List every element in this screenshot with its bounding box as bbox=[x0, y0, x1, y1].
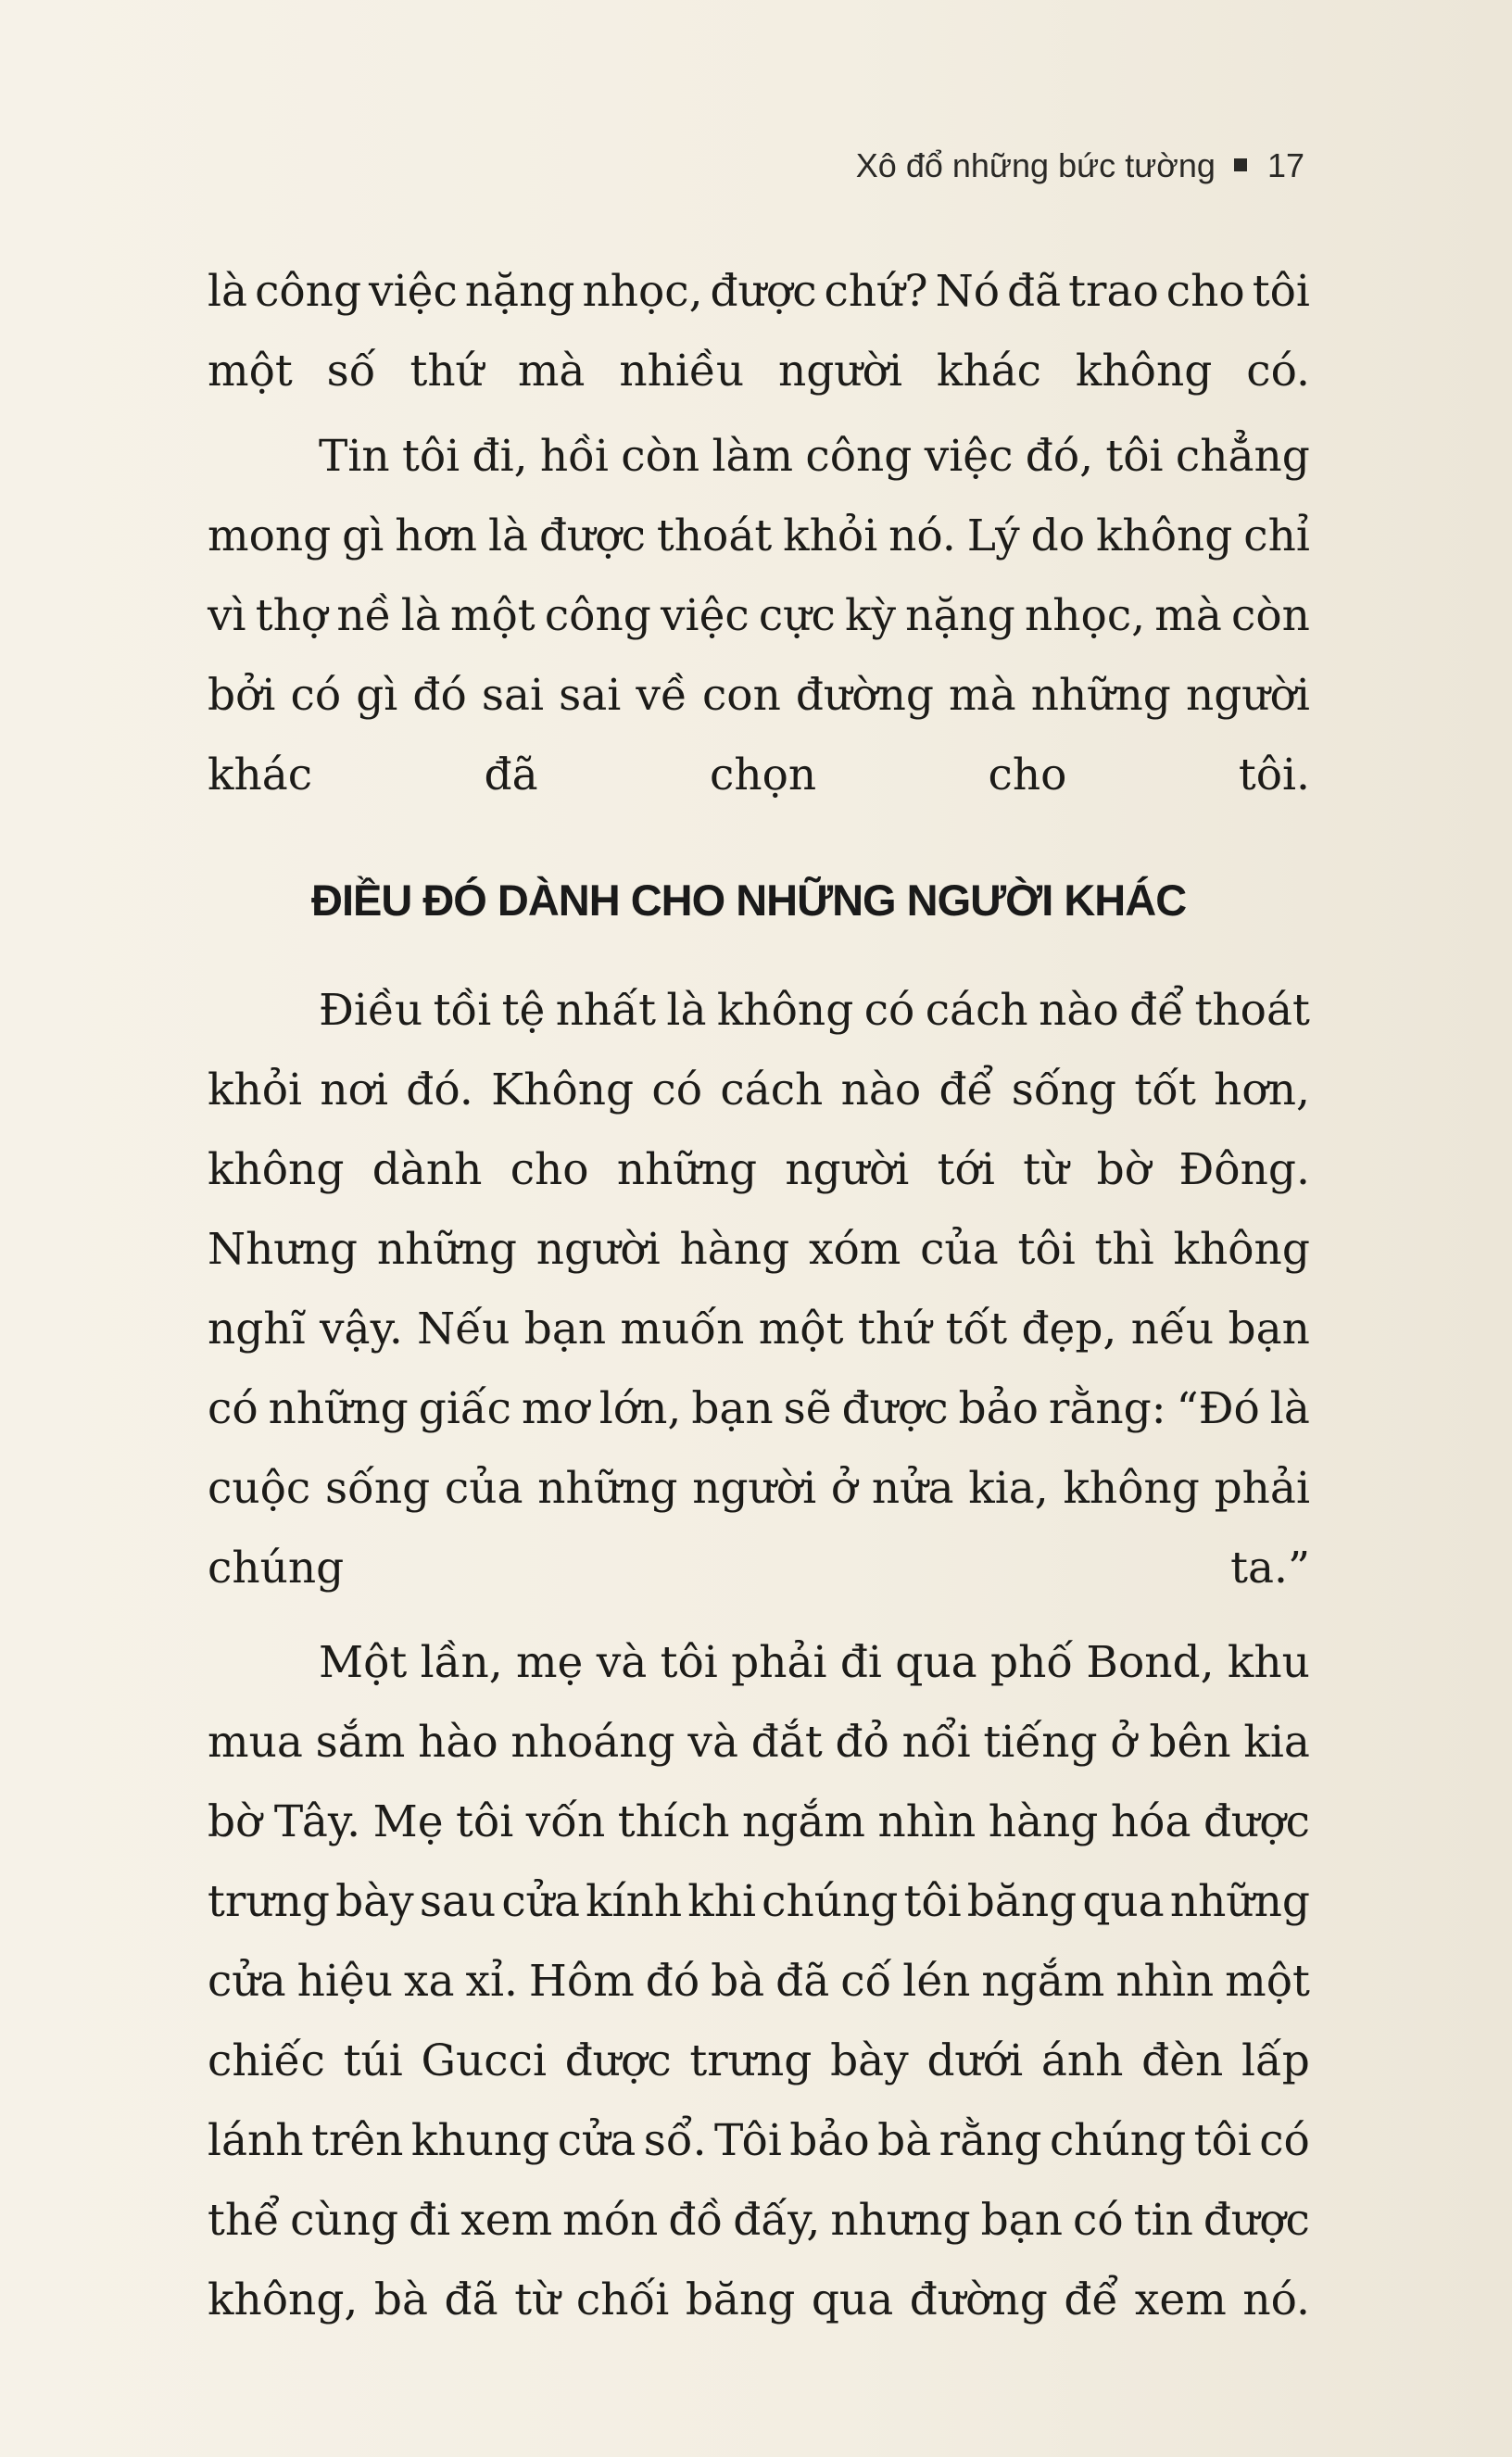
text-line: lánh trên khung cửa sổ. Tôi bảo bà rằng chúng tôi có bbox=[208, 2115, 1310, 2166]
text-line: chúng ta.” bbox=[208, 1543, 1310, 1594]
text-line: Một lần, mẹ và tôi phải đi qua phố Bond, khu bbox=[319, 1637, 1310, 1688]
page-number: 17 bbox=[1266, 146, 1304, 184]
text-line: Tin tôi đi, hồi còn làm công việc đó, tôi chẳng bbox=[319, 431, 1310, 482]
text-line: khỏi nơi đó. Không có cách nào để sống tốt hơn, bbox=[208, 1065, 1310, 1115]
section-heading: ĐIỀU ĐÓ DÀNH CHO NHỮNG NGƯỜI KHÁC bbox=[311, 876, 1187, 925]
running-head-title: Xô đổ những bức tường bbox=[855, 146, 1216, 184]
text-line: không dành cho những người tới từ bờ Đông. bbox=[208, 1144, 1310, 1195]
text-line: không, bà đã từ chối băng qua đường để xem nó. bbox=[208, 2274, 1310, 2325]
text-line: mong gì hơn là được thoát khỏi nó. Lý do không chỉ bbox=[208, 510, 1310, 561]
text-line: bờ Tây. Mẹ tôi vốn thích ngắm nhìn hàng hóa được bbox=[208, 1796, 1310, 1847]
text-line: Điều tồi tệ nhất là không có cách nào để thoát bbox=[319, 985, 1310, 1036]
text-line: một số thứ mà nhiều người khác không có. bbox=[208, 346, 1310, 397]
text-line: chiếc túi Gucci được trưng bày dưới ánh đèn lấp bbox=[208, 2035, 1310, 2086]
text-line: là công việc nặng nhọc, được chứ? Nó đã trao cho tôi bbox=[208, 266, 1310, 317]
text-line: nghĩ vậy. Nếu bạn muốn một thứ tốt đẹp, nếu bạn bbox=[208, 1304, 1310, 1354]
running-head bbox=[856, 146, 1304, 185]
paragraph bbox=[208, 417, 1310, 815]
text-line: có những giấc mơ lớn, bạn sẽ được bảo rằng: “Đó là bbox=[208, 1383, 1310, 1434]
text-line: khác đã chọn cho tôi. bbox=[208, 750, 1310, 800]
text-line: thể cùng đi xem món đồ đấy, nhưng bạn có tin được bbox=[208, 2195, 1310, 2246]
text-line: trưng bày sau cửa kính khi chúng tôi băng qua những bbox=[208, 1876, 1310, 1927]
text-line: cửa hiệu xa xỉ. Hôm đó bà đã cố lén ngắm nhìn một bbox=[208, 1956, 1310, 2007]
text-line: bởi có gì đó sai sai về con đường mà những người bbox=[208, 670, 1310, 721]
separator-square-icon bbox=[1234, 158, 1247, 171]
paragraph-continuation bbox=[208, 252, 1310, 411]
text-line: cuộc sống của những người ở nửa kia, không phải bbox=[208, 1463, 1310, 1514]
text-line: vì thợ nề là một công việc cực kỳ nặng nhọc, mà còn bbox=[208, 590, 1310, 641]
paragraph bbox=[208, 971, 1310, 1608]
text-line: mua sắm hào nhoáng và đắt đỏ nổi tiếng ở bên kia bbox=[208, 1717, 1310, 1768]
paragraph bbox=[208, 1623, 1310, 2340]
text-line: Nhưng những người hàng xóm của tôi thì không bbox=[208, 1224, 1310, 1275]
